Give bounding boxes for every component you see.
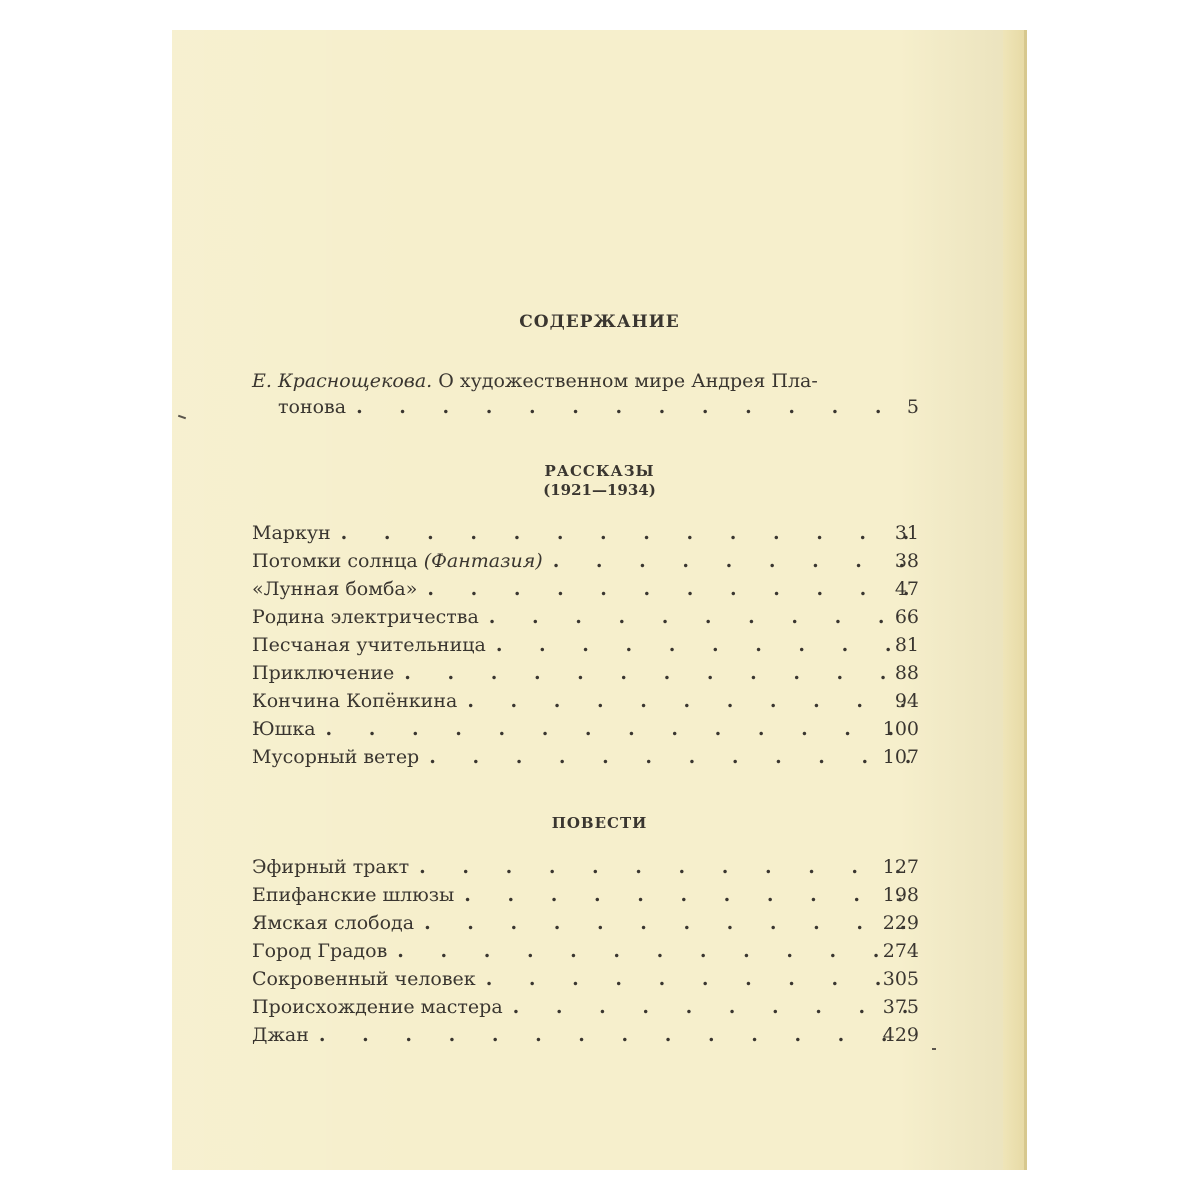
- entry-page: 229: [882, 912, 919, 934]
- dot-leader: [486, 968, 917, 990]
- entry-page: 88: [894, 662, 919, 684]
- entry-title: Епифанские шлюзы: [252, 884, 455, 906]
- toc-entry: [252, 940, 917, 966]
- toc-entry: [252, 968, 917, 994]
- entry-page: 100: [882, 718, 919, 740]
- dot-leader: [424, 912, 917, 934]
- entry-page: 127: [882, 856, 919, 878]
- entry-title: Маркун: [252, 522, 331, 544]
- toc-entry: [252, 1024, 917, 1050]
- entry-title: Ямская слобода: [252, 912, 415, 934]
- entry-title: Мусорный ветер: [252, 746, 420, 768]
- dot-leader: [326, 718, 917, 740]
- dot-leader: [513, 996, 917, 1018]
- paper-speck: [178, 415, 186, 420]
- entry-title: Юшка: [252, 718, 316, 740]
- section-years: (1921—1934): [543, 481, 656, 499]
- entry-title: Потомки солнца: [252, 550, 418, 572]
- dot-leader: [427, 578, 917, 600]
- entry-title: Город Градов: [252, 940, 388, 962]
- dot-leader: [489, 606, 917, 628]
- page-title: СОДЕРЖАНИЕ: [519, 312, 680, 332]
- section-heading-stories: РАССКАЗЫ: [544, 462, 655, 480]
- entry-title: Происхождение мастера: [252, 996, 503, 1018]
- toc-entry: [252, 996, 917, 1022]
- toc-entry: [252, 578, 917, 604]
- intro-title-part-1: О художественном мире Андрея Пла-: [438, 370, 818, 392]
- toc-entry: [252, 690, 917, 716]
- entry-page: 94: [894, 690, 919, 712]
- paper-speck: [932, 1048, 936, 1050]
- entry-page: 38: [894, 550, 919, 572]
- entry-page: 429: [882, 1024, 919, 1046]
- page-edge: [1024, 30, 1027, 1170]
- dot-leader: [553, 550, 917, 572]
- dot-leader: [467, 690, 917, 712]
- toc-entry: [252, 856, 917, 882]
- toc-entry: [252, 522, 917, 548]
- toc-entry: [252, 912, 917, 938]
- entry-page: 198: [882, 884, 919, 906]
- dot-leader: [496, 634, 917, 656]
- entry-title: Приключение: [252, 662, 395, 684]
- section-heading-novellas: ПОВЕСТИ: [551, 814, 648, 832]
- toc-entry: [252, 550, 917, 576]
- toc-entry: [252, 746, 917, 772]
- entry-title: Кончина Копёнкина: [252, 690, 458, 712]
- toc-entry: [252, 718, 917, 744]
- entry-title-group: [252, 550, 543, 572]
- entry-page: 81: [894, 634, 919, 656]
- dot-leader: [404, 662, 917, 684]
- toc-entry: [252, 662, 917, 688]
- intro-author: Е. Краснощекова.: [252, 370, 433, 392]
- entry-title: Сокровенный человек: [252, 968, 476, 990]
- book-page: [172, 30, 1027, 1170]
- entry-page: 305: [882, 968, 919, 990]
- dot-leader: [419, 856, 917, 878]
- dot-leader: [341, 522, 917, 544]
- entry-title: Эфирный тракт: [252, 856, 410, 878]
- intro-entry: [252, 396, 917, 422]
- entry-page: 375: [882, 996, 919, 1018]
- entry-page: 31: [894, 522, 919, 544]
- dot-leader: [356, 396, 917, 418]
- dot-leader: [429, 746, 917, 768]
- dot-leader: [464, 884, 917, 906]
- intro-title-part-2: тонова: [278, 396, 347, 418]
- toc-entry: [252, 634, 917, 660]
- dot-leader: [397, 940, 917, 962]
- entry-page: 66: [894, 606, 919, 628]
- entry-subtitle: (Фантазия): [423, 550, 543, 572]
- entry-page: 274: [882, 940, 919, 962]
- dot-leader: [319, 1024, 917, 1046]
- intro-page: 5: [906, 396, 919, 418]
- entry-title: Джан: [252, 1024, 309, 1046]
- intro-line-1: [252, 370, 818, 392]
- entry-page: 47: [894, 578, 919, 600]
- toc-entry: [252, 884, 917, 910]
- entry-title: «Лунная бомба»: [252, 578, 418, 600]
- entry-title: Родина электричества: [252, 606, 479, 628]
- entry-page: 107: [882, 746, 919, 768]
- toc-entry: [252, 606, 917, 632]
- entry-title: Песчаная учительница: [252, 634, 486, 656]
